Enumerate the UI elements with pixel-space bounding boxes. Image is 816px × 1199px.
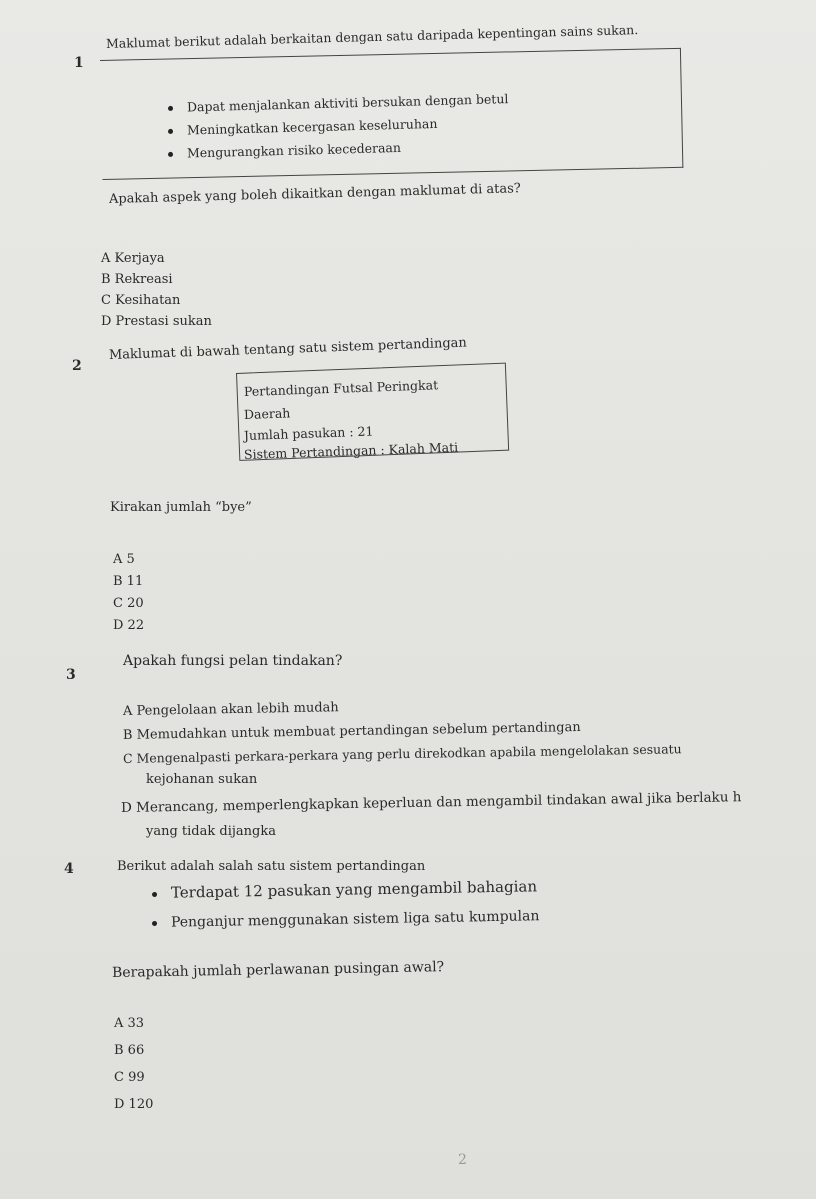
- q3-option-d-cont: yang tidak dijangka: [146, 824, 276, 839]
- q2-option-c[interactable]: C 20: [113, 596, 144, 611]
- q3-number: 3: [66, 667, 76, 683]
- q2-box-line-4: Sistem Pertandingan : Kalah Mati: [243, 439, 459, 462]
- q3-option-b[interactable]: B Memudahkan untuk membuat pertandingan sebelum pertandingan: [122, 720, 581, 743]
- bullet-icon: [152, 891, 157, 896]
- bullet-icon: [168, 152, 173, 157]
- q4-number: 4: [64, 861, 74, 877]
- q2-option-a[interactable]: A 5: [113, 552, 135, 567]
- q2-option-b[interactable]: B 11: [113, 574, 144, 589]
- q1-question: Apakah aspek yang boleh dikaitkan dengan maklumat di atas?: [108, 181, 522, 207]
- q4-bullet-text: Penganjur menggunakan sistem liga satu kumpulan: [170, 908, 540, 931]
- q1-option-d[interactable]: D Prestasi sukan: [101, 314, 212, 329]
- q4-option-c[interactable]: C 99: [114, 1070, 145, 1085]
- q4-bullet-2: [152, 908, 540, 931]
- q2-stem: Maklumat di bawah tentang satu sistem pertandingan: [108, 335, 468, 363]
- q4-option-d[interactable]: D 120: [114, 1097, 154, 1112]
- q2-box-line-2: Daerah: [243, 405, 291, 422]
- q2-number: 2: [72, 358, 82, 374]
- q3-stem: Apakah fungsi pelan tindakan?: [123, 653, 343, 669]
- q3-option-a[interactable]: A Pengelolaan akan lebih mudah: [122, 700, 339, 719]
- q1-bullet-text: Dapat menjalankan aktiviti bersukan dengan betul: [186, 91, 509, 115]
- q4-option-b[interactable]: B 66: [114, 1043, 145, 1058]
- page-number: 2: [458, 1152, 467, 1168]
- q2-box-line-1: Pertandingan Futsal Peringkat: [243, 377, 439, 399]
- q1-bullet-text: Meningkatkan kecergasan keseluruhan: [186, 115, 438, 138]
- q4-bullet-1: [152, 877, 537, 902]
- q3-option-c[interactable]: C Mengenalpasti perkara-perkara yang perlu direkodkan apabila mengelolakan sesuatu: [122, 741, 682, 766]
- q4-option-a[interactable]: A 33: [114, 1016, 145, 1031]
- q4-stem: Berikut adalah salah satu sistem pertandingan: [117, 859, 426, 874]
- q1-option-a[interactable]: A Kerjaya: [101, 251, 165, 266]
- q2-box-line-3: Jumlah pasukan : 21: [243, 423, 374, 443]
- bullet-icon: [152, 920, 157, 925]
- q3-option-c-cont: kejohanan sukan: [146, 772, 258, 787]
- q1-stem: Maklumat berikut adalah berkaitan dengan satu daripada kepentingan sains sukan.: [105, 22, 639, 51]
- q3-option-d[interactable]: D Merancang, memperlengkapkan keperluan dan mengambil tindakan awal jika berlaku h: [120, 789, 742, 816]
- q2-option-d[interactable]: D 22: [113, 618, 145, 633]
- bullet-icon: [168, 129, 173, 134]
- bullet-icon: [168, 106, 173, 111]
- q1-bullet-text: Mengurangkan risiko kecederaan: [186, 139, 402, 161]
- q1-option-b[interactable]: B Rekreasi: [101, 272, 173, 287]
- q1-option-c[interactable]: C Kesihatan: [101, 293, 181, 308]
- q1-number: 1: [74, 55, 84, 71]
- q4-bullet-text: Terdapat 12 pasukan yang mengambil bahagian: [170, 877, 538, 902]
- q4-question: Berapakah jumlah perlawanan pusingan awal?: [111, 959, 445, 981]
- q2-question: Kirakan jumlah “bye”: [110, 500, 252, 515]
